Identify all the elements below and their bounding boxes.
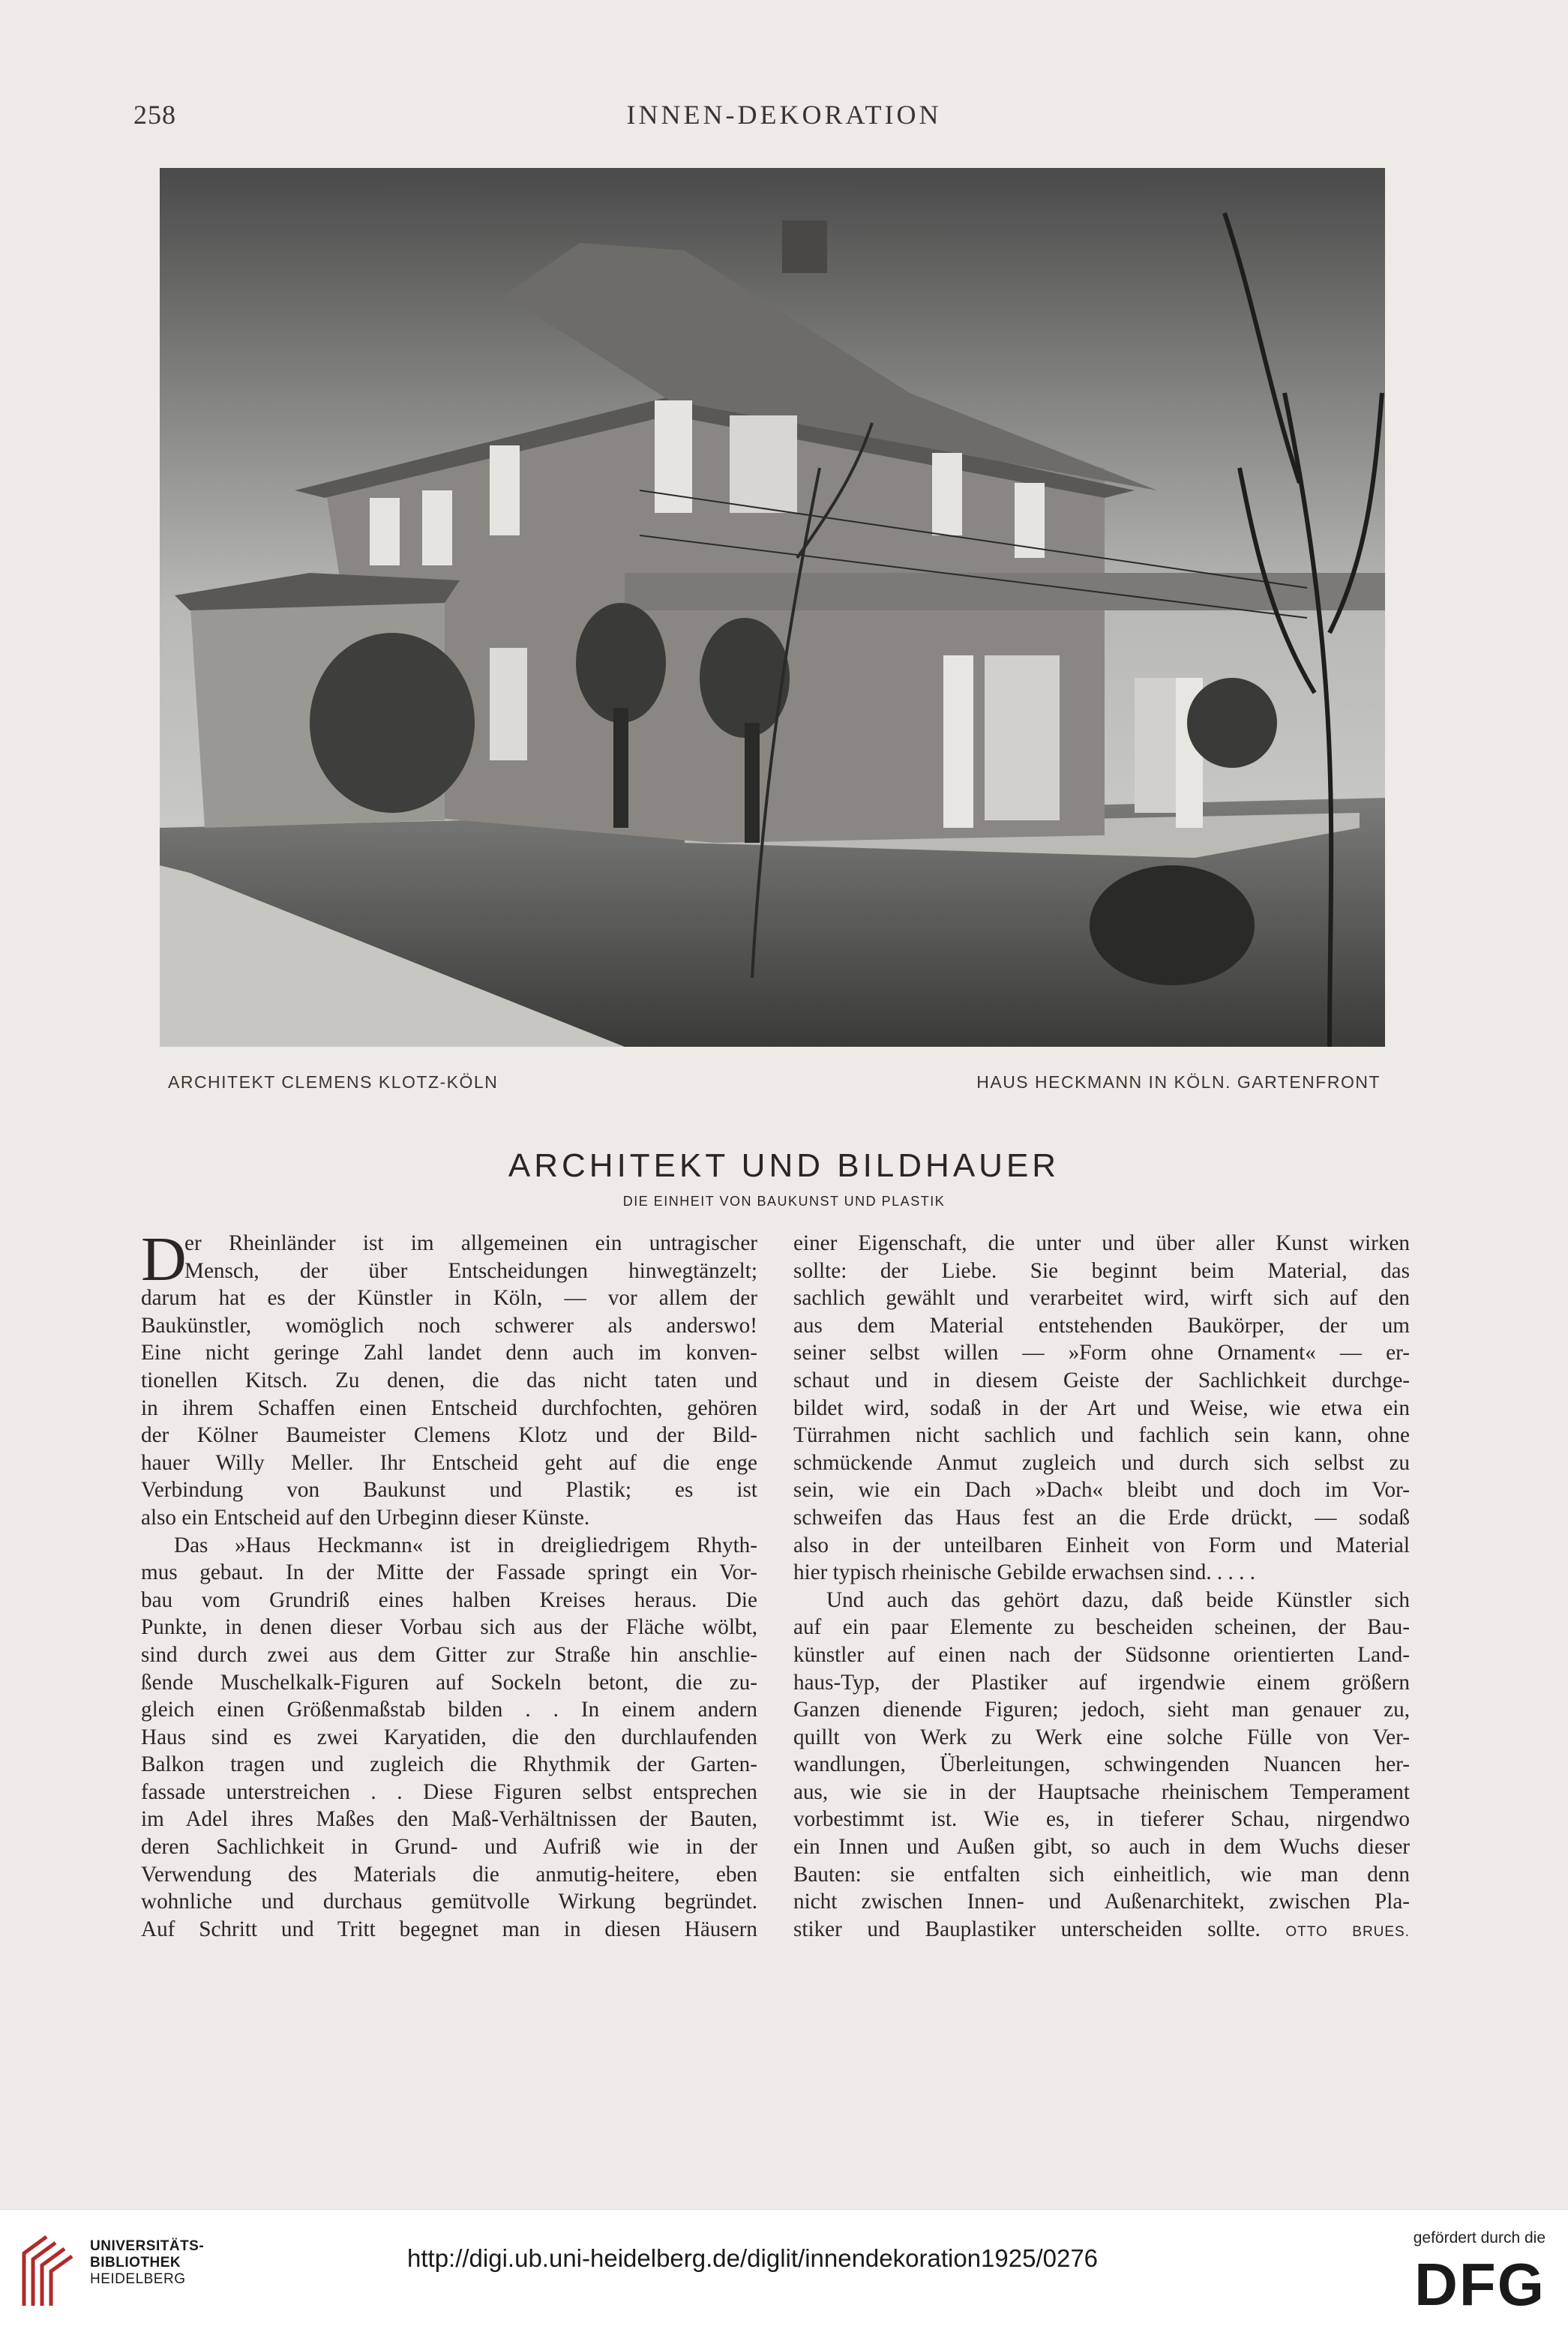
- text-line: fassade unterstreichen . . Diese Figuren selbst entsprechen: [141, 1779, 757, 1804]
- text-line: Eine nicht geringe Zahl landet denn auch im konven-: [141, 1341, 757, 1365]
- final-line-text: stiker und Bauplastiker unterscheiden sollte.: [793, 1917, 1261, 1941]
- text-line: tionellen Kitsch. Zu denen, die das nicht taten und: [141, 1368, 757, 1392]
- article-column-right: [793, 1230, 1410, 1943]
- text-line: seiner selbst willen — »Form ohne Ornament« — er-: [793, 1341, 1410, 1365]
- house-photo-illustration: [160, 168, 1385, 1047]
- text-line: er Rheinländer ist im allgemeinen ein untragischer: [184, 1231, 757, 1255]
- text-line: Balkon tragen und zugleich die Rhythmik der Garten-: [141, 1752, 757, 1777]
- author-signature: OTTO BRUES.: [1285, 1923, 1411, 1940]
- text-line: aus dem Material entstehenden Baukörper, der um: [793, 1313, 1410, 1338]
- text-line: sachlich gewählt und verarbeitet wird, wirft sich auf den: [793, 1286, 1410, 1311]
- text-line: gleich einen Größenmaßstab bilden . . In einem andern: [141, 1698, 757, 1722]
- text-line: auf ein paar Elemente zu bescheiden scheinen, der Bau-: [793, 1615, 1410, 1640]
- article-title: ARCHITEKT UND BILDHAUER: [508, 1147, 1060, 1184]
- text-line: quillt von Werk zu Werk eine solche Fülle von Ver-: [793, 1725, 1410, 1749]
- text-line-final: [793, 1916, 1410, 1944]
- text-line: Türrahmen nicht sachlich und fachlich sein kann, ohne: [793, 1423, 1410, 1448]
- text-line: Ganzen dienende Figuren; jedoch, sieht man genauer zu,: [793, 1698, 1410, 1722]
- text-line: vorbestimmt ist. Wie es, in tieferer Schau, nirgendwo: [793, 1807, 1410, 1832]
- text-line: deren Sachlichkeit in Grund- und Aufriß wie in der: [141, 1835, 757, 1860]
- text-line: sein, wie ein Dach »Dach« bleibt und doch im Vor-: [793, 1478, 1410, 1503]
- text-line: ein Innen und Außen gibt, so auch in dem Wuchs dieser: [793, 1835, 1410, 1860]
- text-line: Auf Schritt und Tritt begegnet man in diesen Häusern: [141, 1917, 757, 1941]
- text-line: sollte: der Liebe. Sie beginnt beim Material, das: [793, 1258, 1410, 1283]
- text-line: ßende Muschelkalk-Figuren auf Sockeln betont, die zu-: [141, 1670, 757, 1695]
- text-line: mus gebaut. In der Mitte der Fassade springt ein Vor-: [141, 1560, 757, 1585]
- text-line: Haus sind es zwei Karyatiden, die den durchlaufenden: [141, 1725, 757, 1749]
- text-line: Punkte, in denen dieser Vorbau sich aus der Fläche wölbt,: [141, 1615, 757, 1640]
- text-line: hauer Willy Meller. Ihr Entscheid geht auf die enge: [141, 1450, 757, 1475]
- permalink-url[interactable]: http://digi.ub.uni-heidelberg.de/diglit/innendekoration1925/0276: [407, 2244, 1099, 2272]
- text-line: einer Eigenschaft, die unter und über aller Kunst wirken: [793, 1231, 1410, 1255]
- library-name-line3: HEIDELBERG: [90, 2271, 186, 2287]
- text-line: schweifen das Haus fest an die Erde drückt, — sodaß: [793, 1505, 1410, 1530]
- text-line: bau vom Grundriß eines halben Kreises heraus. Die: [141, 1587, 757, 1612]
- text-line: Mensch, der über Entscheidungen hinwegtänzelt;: [184, 1258, 757, 1283]
- library-name-line1: UNIVERSITÄTS-: [90, 2238, 205, 2254]
- text-line: Verwendung des Materials die anmutig-heitere, eben: [141, 1862, 757, 1887]
- dfg-logo: DFG: [1414, 2251, 1546, 2318]
- figure-captions: [0, 1072, 1568, 1102]
- text-line: aus, wie sie in der Hauptsache rheinischem Temperament: [793, 1779, 1410, 1804]
- text-line: Das »Haus Heckmann« ist in dreigliedrigem Rhyth-: [174, 1533, 757, 1557]
- house-photograph: [160, 168, 1385, 1047]
- funded-by-label: gefördert durch die: [1413, 2229, 1546, 2247]
- university-library-logo-icon: [16, 2231, 75, 2312]
- text-line: schaut und in diesem Geiste der Sachlichkeit durchge-: [793, 1368, 1410, 1392]
- text-line: nicht zwischen Innen- und Außenarchitekt, zwischen Pla-: [793, 1890, 1410, 1914]
- running-title: INNEN-DEKORATION: [626, 100, 942, 130]
- text-line: also ein Entscheid auf den Urbeginn dieser Künste.: [141, 1505, 590, 1530]
- text-line: also in der unteilbaren Einheit von Form und Material: [793, 1533, 1410, 1557]
- text-line: haus-Typ, der Plastiker auf irgendwie einem größern: [793, 1670, 1410, 1695]
- text-line: sind durch zwei aus dem Gitter zur Straße hin anschlie-: [141, 1642, 757, 1667]
- caption-architect: ARCHITEKT CLEMENS KLOTZ-KÖLN: [168, 1072, 499, 1092]
- library-name-line2: BIBLIOTHEK: [90, 2255, 181, 2271]
- text-line: Verbindung von Baukunst und Plastik; es ist: [141, 1478, 757, 1503]
- text-line: der Kölner Baumeister Clemens Klotz und der Bild-: [141, 1423, 757, 1448]
- article-column-left: [141, 1224, 757, 1943]
- text-line: Bauten: sie entfalten sich einheitlich, wie man denn: [793, 1862, 1410, 1887]
- text-line: Und auch das gehört dazu, daß beide Künstler sich: [826, 1587, 1410, 1612]
- text-line: künstler auf einen nach der Südsonne orientierten Land-: [793, 1642, 1410, 1667]
- text-line: wandlungen, Überleitungen, schwingenden Nuancen her-: [793, 1752, 1410, 1777]
- page-number: 258: [133, 100, 176, 130]
- text-line: hier typisch rheinische Gebilde erwachsen sind. . . . .: [793, 1560, 1256, 1585]
- text-line: Baukünstler, womöglich noch schwerer als anderswo!: [141, 1313, 757, 1338]
- digitization-footer: [0, 2209, 1568, 2326]
- text-line: wohnliche und durchaus gemütvolle Wirkung begründet.: [141, 1890, 757, 1914]
- text-line: in ihrem Schaffen einen Entscheid durchfochten, gehören: [141, 1395, 757, 1420]
- text-line: darum hat es der Künstler in Köln, — vor allem der: [141, 1286, 757, 1311]
- article-subtitle: DIE EINHEIT VON BAUKUNST UND PLASTIK: [622, 1194, 946, 1209]
- caption-house: HAUS HECKMANN IN KÖLN. GARTENFRONT: [976, 1072, 1381, 1092]
- text-line: bildet wird, sodaß in der Art und Weise, wie etwa ein: [793, 1395, 1410, 1420]
- page-header: [0, 99, 1568, 136]
- drop-cap: D: [141, 1224, 187, 1294]
- text-line: schmückende Anmut zugleich und durch sich selbst zu: [793, 1450, 1410, 1475]
- text-line: im Adel ihres Maßes den Maß-Verhältnissen der Bauten,: [141, 1807, 757, 1832]
